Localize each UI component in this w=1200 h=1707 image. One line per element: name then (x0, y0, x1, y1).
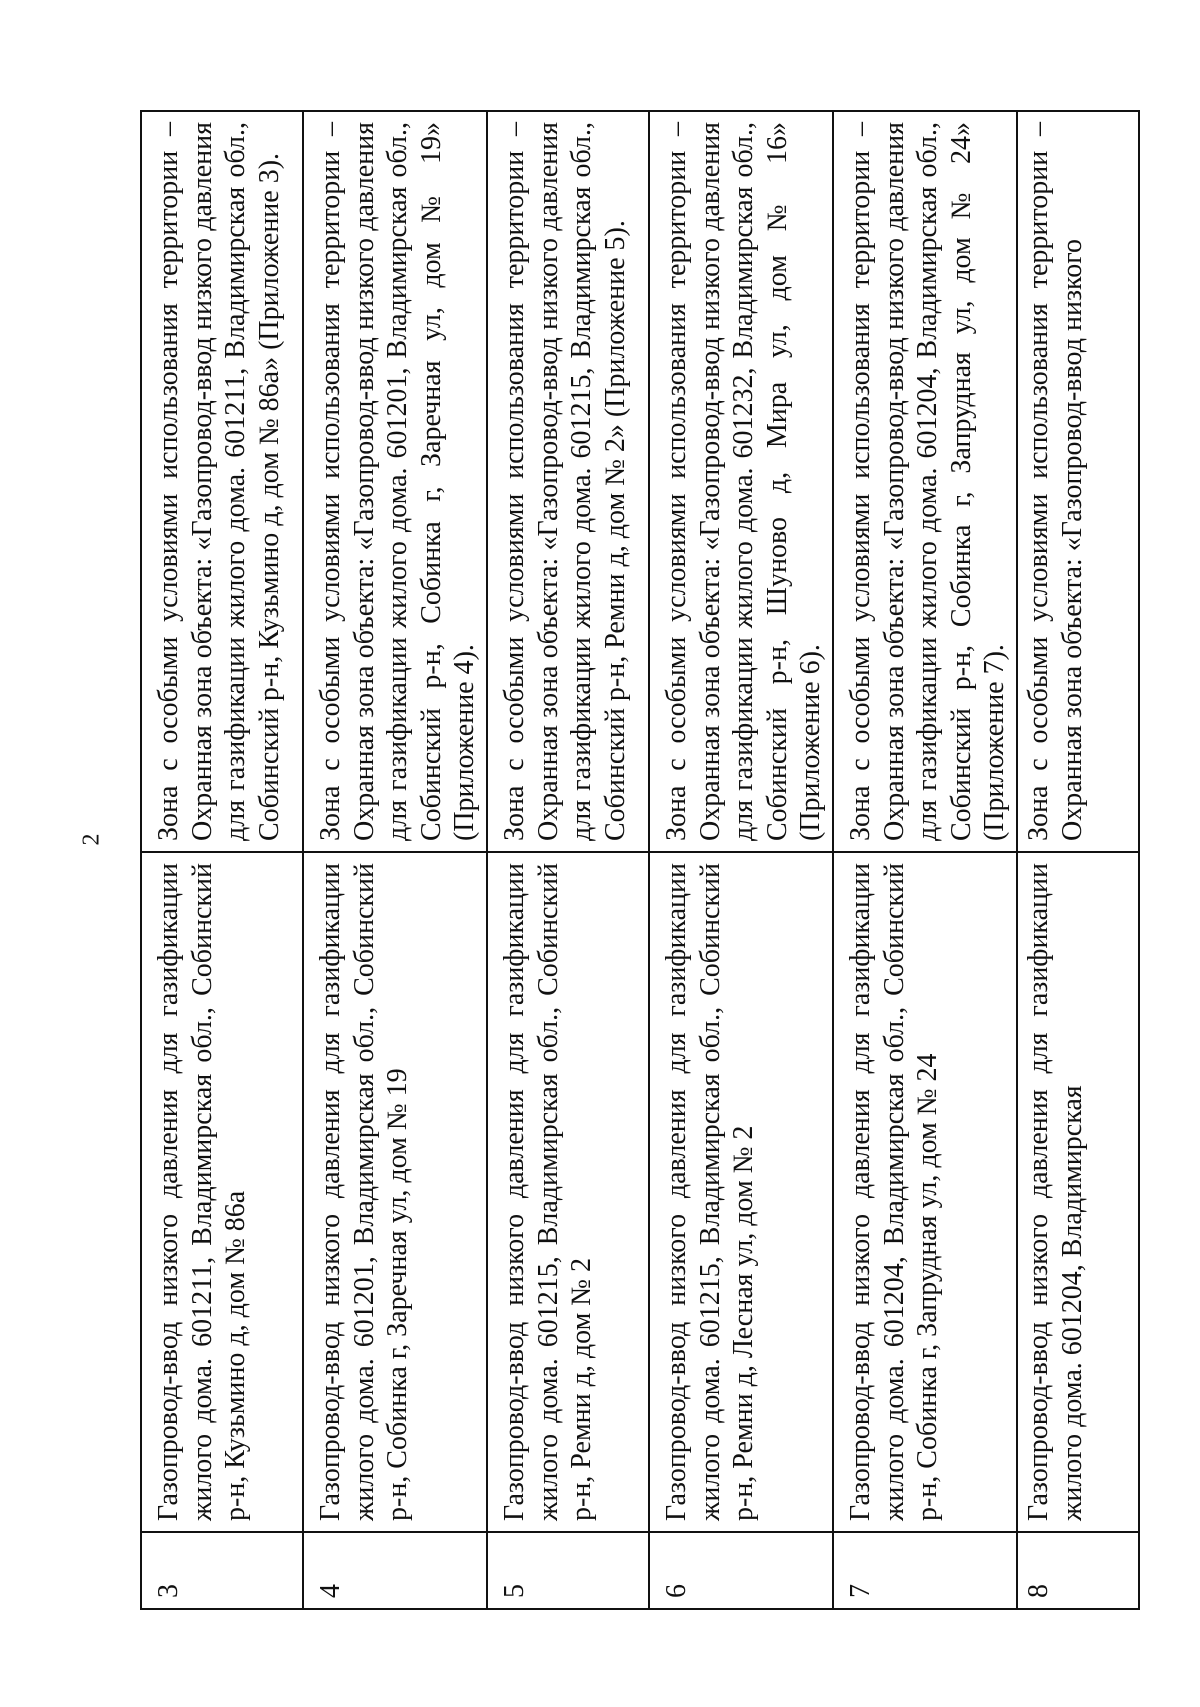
row-number: 6 (649, 1532, 833, 1609)
zone-description: Зона с особыми условиями использования территории – Охранная зона объекта: «Газопровод-ввод низкого давления для газификации жилого дома. 601232, Владимирская обл., Собинский р-н, Шуново д, Мира ул, дом № 16» (Приложение 6). (649, 111, 833, 852)
zone-description: Зона с особыми условиями использования территории – Охранная зона объекта: «Газопровод-ввод низкого давления для газификации жилого дома. 601211, Владимирская обл., Собинский р-н, Кузьмино д, дом № 86а» (Приложение 3). (141, 111, 303, 852)
zone-description: Зона с особыми условиями использования территории – Охранная зона объекта: «Газопровод-ввод низкого давления для газификации жилого дома. 601215, Владимирская обл., Собинский р-н, Ремни д, дом № 2» (Приложение 5). (487, 111, 649, 852)
row-number: 4 (303, 1532, 487, 1609)
object-description: Газопровод-ввод низкого давления для газификации жилого дома. 601211, Владимирская обл., Собинский р-н, Кузьмино д, дом № 86а (141, 852, 303, 1532)
row-number: 7 (833, 1532, 1017, 1609)
table-row (303, 111, 487, 1609)
rotated-table-container (140, 110, 1088, 1610)
object-description: Газопровод-ввод низкого давления для газификации жилого дома. 601204, Владимирская обл., Собинский р-н, Собинка г, Запрудная ул, дом № 24 (833, 852, 1017, 1532)
table-row (1017, 111, 1139, 1609)
object-description: Газопровод-ввод низкого давления для газификации жилого дома. 601201, Владимирская обл., Собинский р-н, Собинка г, Заречная ул, дом № 19 (303, 852, 487, 1532)
zones-table (140, 110, 1140, 1610)
row-number: 5 (487, 1532, 649, 1609)
zone-description: Зона с особыми условиями использования территории – Охранная зона объекта: «Газопровод-ввод низкого давления для газификации жилого дома. 601204, Владимирская обл., Собинский р-н, Собинка г, Запрудная ул, дом № 24» (Приложение 7). (833, 111, 1017, 852)
table-row (141, 111, 303, 1609)
zone-description: Зона с особыми условиями использования территории – Охранная зона объекта: «Газопровод-ввод низкого давления для газификации жилого дома. 601201, Владимирская обл., Собинский р-н, Собинка г, Заречная ул, дом № 19» (Приложение 4). (303, 111, 487, 852)
table-row (833, 111, 1017, 1609)
table-row (649, 111, 833, 1609)
object-description: Газопровод-ввод низкого давления для газификации жилого дома. 601215, Владимирская обл., Собинский р-н, Ремни д, Лесная ул, дом № 2 (649, 852, 833, 1532)
object-description: Газопровод-ввод низкого давления для газификации жилого дома. 601204, Владимирская (1017, 852, 1139, 1532)
row-number: 8 (1017, 1532, 1139, 1609)
table-row (487, 111, 649, 1609)
object-description: Газопровод-ввод низкого давления для газификации жилого дома. 601215, Владимирская обл., Собинский р-н, Ремни д, дом № 2 (487, 852, 649, 1532)
page-number: 2 (78, 833, 105, 846)
row-number: 3 (141, 1532, 303, 1609)
zone-description: Зона с особыми условиями использования территории – Охранная зона объекта: «Газопровод-ввод низкого (1017, 111, 1139, 852)
